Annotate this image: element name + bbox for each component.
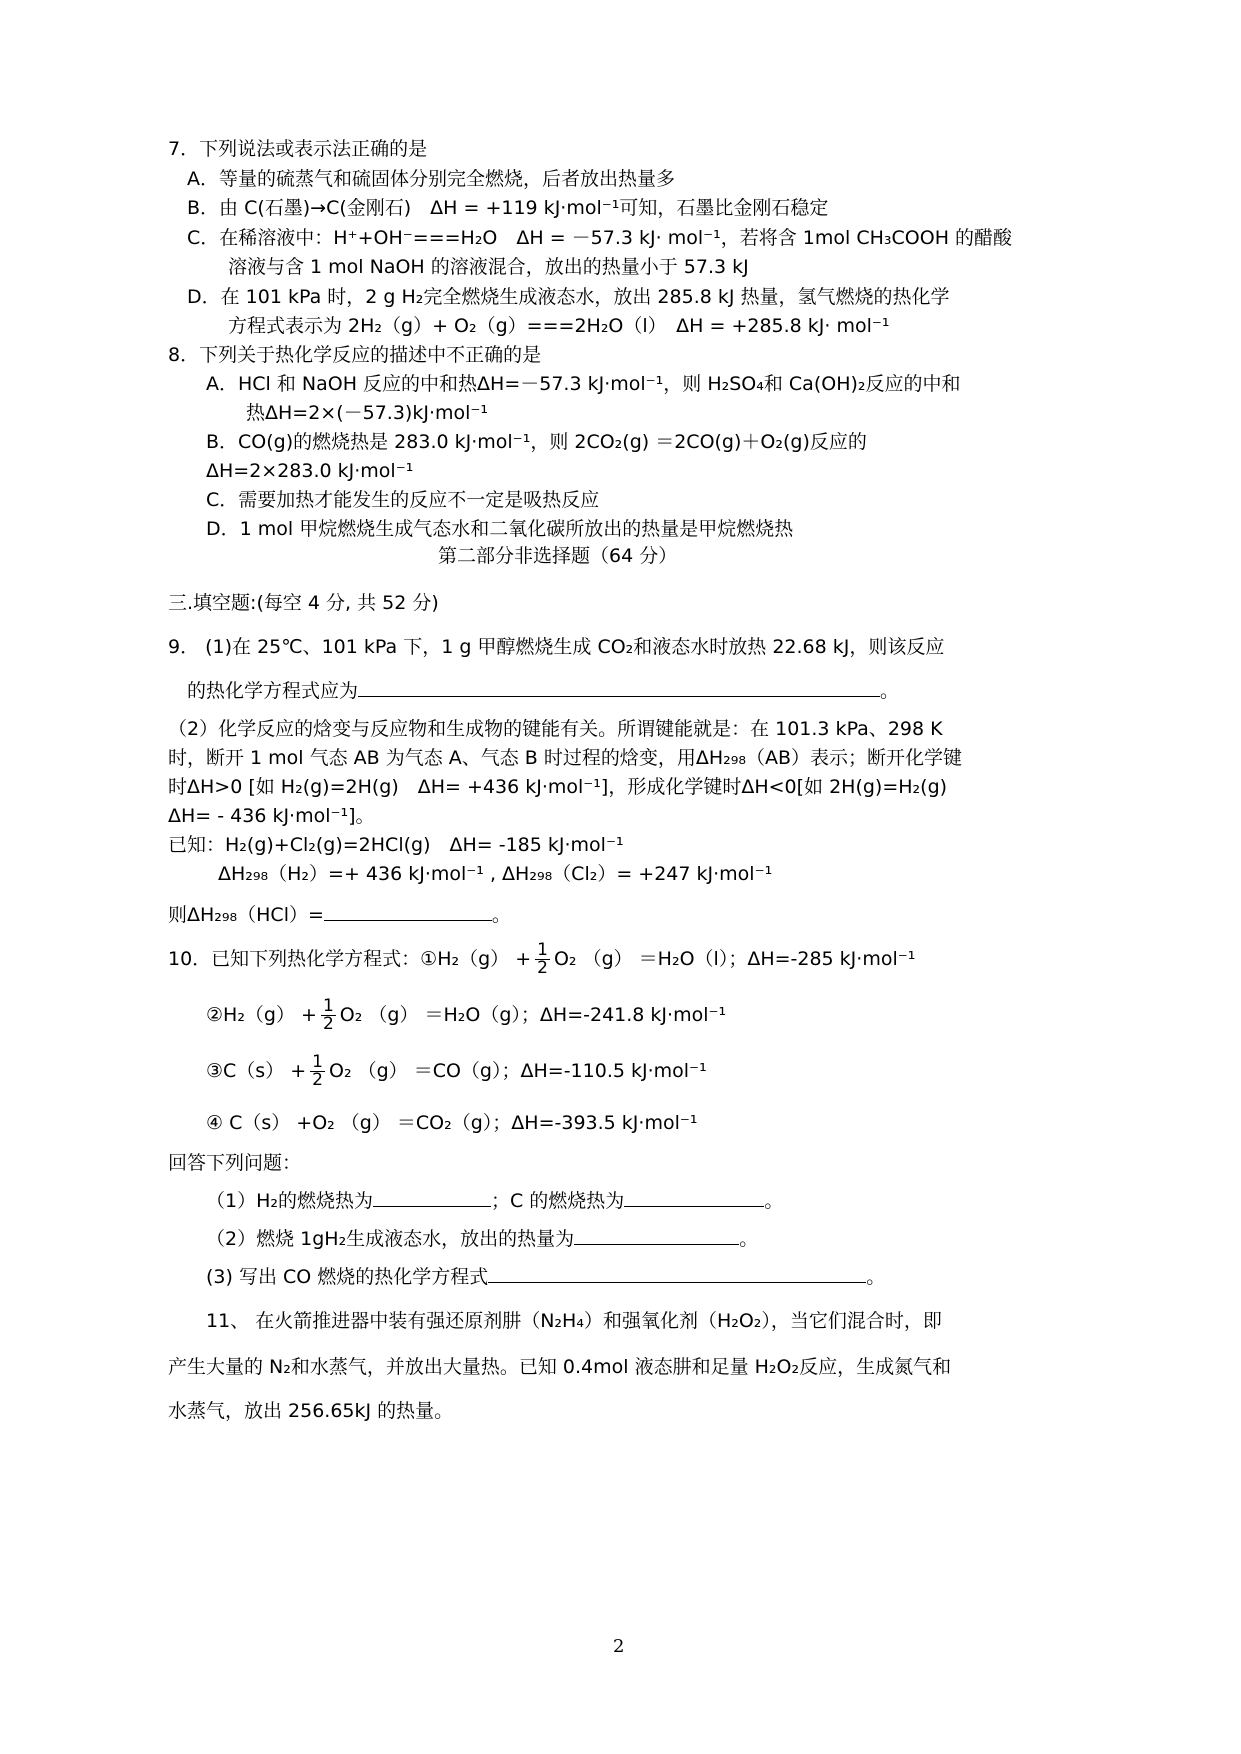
- fraction-denominator: 2: [537, 958, 548, 978]
- fraction-denominator: 2: [322, 1014, 334, 1034]
- q10-sub2-end: 。: [739, 1228, 759, 1250]
- fraction-denominator: 2: [312, 1070, 323, 1090]
- q10-equation-1: [168, 942, 915, 977]
- q9-part1-line2: [187, 680, 899, 703]
- q8-option-a-line2: 热ΔH=2×(－57.3)kJ·mol⁻¹: [246, 402, 489, 424]
- q9-ask-prompt: 则ΔH₂₉₈（HCl）=: [168, 904, 324, 926]
- q8-stem: 8．下列关于热化学反应的描述中不正确的是: [168, 344, 542, 366]
- q10-answer-heading: 回答下列问题：: [168, 1152, 302, 1174]
- q7-option-b: B．由 C(石墨)→C(金刚石) ΔH = +119 kJ·mol⁻¹可知，石墨比金刚石稳定: [187, 197, 829, 219]
- q10-equation-2: [206, 998, 726, 1033]
- fraction-half: [310, 1054, 325, 1089]
- q10-sub3: [206, 1266, 885, 1289]
- q9-known-line1: 已知：H₂(g)+Cl₂(g)=2HCl(g) ΔH= -185 kJ·mol⁻¹: [168, 834, 624, 856]
- q9-ask-end: 。: [491, 904, 511, 926]
- fraction-numerator: 1: [312, 1052, 323, 1072]
- q9-answer-blank[interactable]: [358, 680, 880, 697]
- q10-heat-blank[interactable]: [574, 1228, 739, 1245]
- q10-h2-heat-blank[interactable]: [373, 1190, 491, 1207]
- fraction-numerator: 1: [537, 940, 548, 960]
- q10-eq3-head: ③C（s） +: [206, 1060, 307, 1082]
- q10-equation-3: [206, 1054, 707, 1089]
- q8-option-d: D．1 mol 甲烷燃烧生成气态水和二氧化碳所放出的热量是甲烷燃烧热: [206, 518, 794, 540]
- q10-sub3-end: 。: [866, 1266, 886, 1288]
- q10-eq1-tail: O₂ （g） ＝H₂O（l）；ΔH=-285 kJ·mol⁻¹: [553, 948, 916, 970]
- q10-sub1-end: 。: [764, 1190, 784, 1212]
- q7-option-d-line2: 方程式表示为 2H₂（g）+ O₂（g）===2H₂O（l） ΔH = +285.8 kJ· mol⁻¹: [228, 315, 890, 337]
- q7-option-d-line1: D．在 101 kPa 时，2 g H₂完全燃烧生成液态水，放出 285.8 kJ 热量，氢气燃烧的热化学: [187, 286, 950, 308]
- q10-sub1-prompt-c: ；C 的燃烧热为: [491, 1190, 625, 1212]
- q9-part2-line2: 时，断开 1 mol 气态 AB 为气态 A、气态 B 时过程的焓变，用ΔH₂₉₈（AB）表示；断开化学键: [168, 747, 963, 769]
- q10-stem: 10．已知下列热化学方程式：①H₂（g） +: [168, 948, 532, 970]
- q8-option-b-line1: B．CO(g)的燃烧热是 283.0 kJ·mol⁻¹，则 2CO₂(g) ＝2CO(g)＋O₂(g)反应的: [206, 431, 867, 453]
- q8-option-b-line2: ΔH=2×283.0 kJ·mol⁻¹: [206, 460, 414, 482]
- q10-eq3-tail: O₂ （g） ＝CO（g）；ΔH=-110.5 kJ·mol⁻¹: [329, 1060, 707, 1082]
- q9-part2-line3: 时ΔH>0 [如 H₂(g)=2H(g) ΔH= +436 kJ·mol⁻¹]，形成化学键时ΔH<0[如 2H(g)=H₂(g): [168, 776, 948, 798]
- q9-part1-prompt: 的热化学方程式应为: [187, 680, 359, 702]
- q10-eq2-head: ②H₂（g） +: [206, 1004, 317, 1026]
- q8-option-c: C．需要加热才能发生的反应不一定是吸热反应: [206, 489, 600, 511]
- q8-option-a-line1: A．HCl 和 NaOH 反应的中和热ΔH=－57.3 kJ·mol⁻¹，则 H₂SO₄和 Ca(OH)₂反应的中和: [206, 373, 961, 395]
- q10-sub2: [206, 1228, 758, 1251]
- q7-option-c-line2: 溶液与含 1 mol NaOH 的溶液混合，放出的热量小于 57.3 kJ: [228, 256, 749, 278]
- fraction-half: [321, 998, 336, 1033]
- q9-part2-line1: （2）化学反应的焓变与反应物和生成物的键能有关。所谓键能就是：在 101.3 kPa、298 K: [168, 718, 943, 740]
- q10-co-equation-blank[interactable]: [488, 1266, 866, 1283]
- q11-line3: 水蒸气，放出 256.65kJ 的热量。: [168, 1400, 454, 1422]
- q11-line2: 产生大量的 N₂和水蒸气，并放出大量热。已知 0.4mol 液态肼和足量 H₂O₂反应，生成氮气和: [168, 1356, 952, 1378]
- q10-sub1-prompt-h2: （1）H₂的燃烧热为: [206, 1190, 373, 1212]
- q10-sub1: [206, 1190, 783, 1213]
- q9-ask-line: [168, 904, 511, 927]
- page-number: 2: [613, 1636, 625, 1657]
- q7-option-c-line1: C．在稀溶液中：H⁺+OH⁻===H₂O ΔH = －57.3 kJ· mol⁻¹，若将含 1mol CH₃COOH 的醋酸: [187, 227, 1013, 249]
- q9-part2-line4: ΔH= - 436 kJ·mol⁻¹]。: [168, 805, 375, 827]
- q7-stem: 7．下列说法或表示法正确的是: [168, 138, 428, 160]
- fraction-half: [535, 942, 550, 977]
- q10-equation-4: ④ C（s） +O₂ （g） ＝CO₂（g）；ΔH=-393.5 kJ·mol⁻¹: [206, 1112, 698, 1134]
- q7-option-a: A．等量的硫蒸气和硫固体分别完全燃烧，后者放出热量多: [187, 168, 675, 190]
- q10-eq2-tail: O₂ （g） ＝H₂O（g）；ΔH=-241.8 kJ·mol⁻¹: [339, 1004, 727, 1026]
- part-two-heading: 第二部分非选择题（64 分）: [438, 545, 678, 567]
- q9-known-line2: ΔH₂₉₈（H₂）=+ 436 kJ·mol⁻¹ , ΔH₂₉₈（Cl₂）= +247 kJ·mol⁻¹: [218, 863, 773, 885]
- q10-sub2-prompt: （2）燃烧 1gH₂生成液态水，放出的热量为: [206, 1228, 575, 1250]
- q10-sub3-prompt: (3) 写出 CO 燃烧的热化学方程式: [206, 1266, 489, 1288]
- section-three-heading: 三.填空题:(每空 4 分, 共 52 分): [168, 592, 439, 614]
- fraction-numerator: 1: [322, 996, 334, 1016]
- q11-line1: 11、 在火箭推进器中装有强还原剂肼（N₂H₄）和强氧化剂（H₂O₂），当它们混合时，即: [206, 1310, 942, 1332]
- q9-part1-end: 。: [880, 680, 900, 702]
- q10-c-heat-blank[interactable]: [624, 1190, 764, 1207]
- q9-hcl-blank[interactable]: [324, 904, 492, 921]
- q9-part1-line1: 9． (1)在 25℃、101 kPa 下，1 g 甲醇燃烧生成 CO₂和液态水时放热 22.68 kJ，则该反应: [168, 636, 945, 658]
